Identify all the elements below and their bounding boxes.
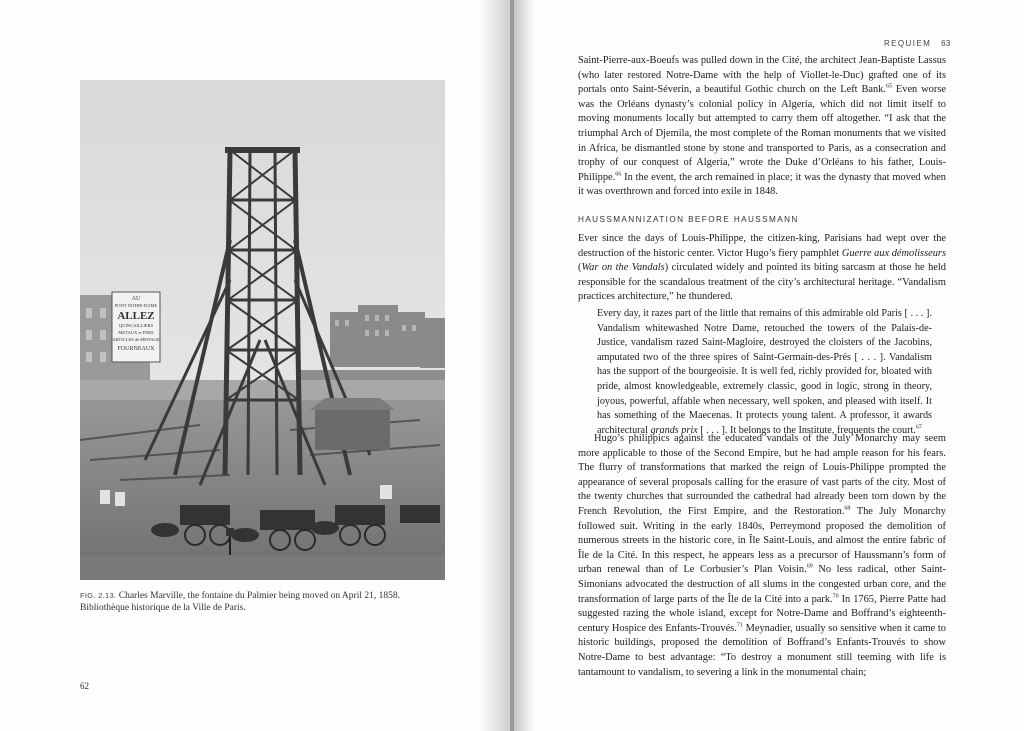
left-page: [0, 0, 510, 731]
p2-italic-title: Guerre aux démolisseurs: [841, 247, 947, 259]
footnote-ref: 66: [615, 171, 622, 178]
gutter-shadow-right: [514, 0, 534, 731]
p2-text-b: (: [578, 262, 582, 274]
sign-line-6: ARTICLES de MENAGE: [112, 337, 160, 342]
paragraph-2: [578, 232, 946, 305]
p2-italic-translation: War on the Vandals: [581, 262, 665, 274]
footnote-ref: 65: [886, 83, 892, 90]
figure-label: FIG. 2.13.: [80, 591, 117, 600]
footnote-ref: 69: [806, 563, 813, 570]
block-quote: [597, 307, 932, 438]
running-head: [884, 39, 951, 48]
p3-text-e: Meynadier, usually so sensitive when it came to historic buildings, proposed the demolition of Boffrand’s Enfants-Trouvés to show Notre-Dame to best advantage: “To destroy a monument still teeming with life is tantamount to vandalism, to severing a link in the monumental chain;: [578, 622, 946, 678]
p3-text-c: No less radical, other Saint-Simonians advocated the destruction of all slums in the congested urban core, and the transformation of large parts of the Île de la Cité into a park.: [578, 564, 947, 605]
paragraph-1: [578, 54, 946, 200]
p1-text-b: Even worse was the Orléans dynasty’s colonial policy in Algeria, which did not limit itself to moving monuments locally but attempted to carry them off altogether. “I ask that the triumphal Arch of Djemila, the most complete of the Roman monuments that we visited in Africa, be dismantled stone by stone and transported to Paris, as a consecration and trophy of our conquest of Algeria,” wrote the Duke d’Orléans to his father, Louis-Philippe.: [578, 84, 946, 183]
gutter-shadow-left: [480, 0, 510, 731]
sign-line-3: ALLEZ: [117, 310, 155, 322]
footnote-ref: 67: [915, 424, 922, 431]
footnote-ref: 68: [844, 505, 851, 512]
running-head-title: REQUIEM: [884, 39, 932, 48]
quote-text-a: Every day, it razes part of the little that remains of this admirable old Paris [ . . . ]. Vandalism whitewashed Notre Dame, retouched the towers of the Palais-de-Justice, vandalism razed Saint-Magloire, destroyed the cloisters of the Jacobins, amputated two of the three spires of Saint-Germain-des-Prés [ . . . ]. Vandalism has the support of the bourgeoisie. It is well fed, richly provided for, bloated with pride, almost knowledgeable, extremely classic, good in logic, strong in theory, joyous, powerful, affable when necessary, well spoken, and pleased with itself. It has something of the Maecenas. It protects young talent. A professor, it awards architectural: [597, 308, 932, 436]
p1-text-c: In the event, the arch remained in place; it was the dynasty that moved when it was overthrown and forced into exile in 1848.: [578, 171, 946, 198]
section-heading: HAUSSMANNIZATION BEFORE HAUSSMANN: [578, 215, 799, 224]
sign-line-7: FOURNEAUX: [117, 346, 155, 352]
figure-caption-text: Charles Marville, the fontaine du Palmier being moved on April 21, 1858. Bibliothèque historique de la Ville de Paris.: [80, 591, 400, 613]
sign-line-2: PONT NOTRE-DAME: [114, 303, 158, 308]
sign-line-1: AU: [131, 296, 141, 302]
photo-drawing: [80, 80, 445, 580]
quote-italic: grands prix: [650, 424, 698, 436]
footnote-ref: 71: [736, 622, 743, 629]
page-number-left: 62: [80, 681, 89, 691]
p3-text-d: In 1765, Pierre Patte had suggested razing the whole island, except for Notre-Dame and Boffrand’s eighteenth-century Hospice des Enfants-Trouvés.: [578, 593, 946, 634]
paragraph-3: [578, 432, 946, 680]
historic-photograph: [80, 80, 445, 580]
p2-text-a: Ever since the days of Louis-Philippe, the citizen-king, Parisians had wept over the destruction of the historic center. Victor Hugo’s fiery pamphlet: [578, 233, 946, 259]
p1-text-a: Saint-Pierre-aux-Boeufs was pulled down in the Cité, the architect Jean-Baptiste Lassus (who later restored Notre-Dame with the help of Viollet-le-Duc) grafted one of its portals onto Saint-Séverin, a beautiful Gothic church on the Left Bank.: [578, 55, 946, 96]
footnote-ref: 70: [832, 593, 839, 600]
sign-line-4: QUINCAILLIERS: [118, 323, 154, 328]
sign-line-5: METAUX et FERS: [118, 330, 154, 335]
p3-text-b: The July Monarchy followed suit. Writing in the early 1840s, Perreymond proposed the demolition of numerous streets in the historic core, in Île Saint-Louis, and almost the entire fabric of Île de la Cité. In this respect, he appears less as a precursor of Haussmann’s form of urban renewal than of Le Corbusier’s Plan Voisin.: [578, 505, 946, 576]
p2-text-c: ) circulated widely and pointed its biting sarcasm at those he held responsible for the scandalous treatment of the city’s architectural heritage. “Vandalism practices architecture,” he thundered.: [578, 262, 946, 303]
p3-text-a: Hugo’s philippics against the educated vandals of the July Monarchy may seem more applicable to those of the Second Empire, but he had ample reason for his fears. The flurry of transformations that marked the reign of Louis-Philippe prompted the appearance of several proposals calling for the erasure of vast parts of the city. Most of the twenty churches that surrounded the cathedral had already been torn down by the French Revolution, the First Empire, and the Restoration.: [578, 433, 946, 517]
quote-text-b: [ . . . ]. It belongs to the Institute, frequents the court.: [697, 424, 916, 436]
page-number-right: 63: [941, 39, 951, 48]
figure-caption: [80, 590, 450, 614]
